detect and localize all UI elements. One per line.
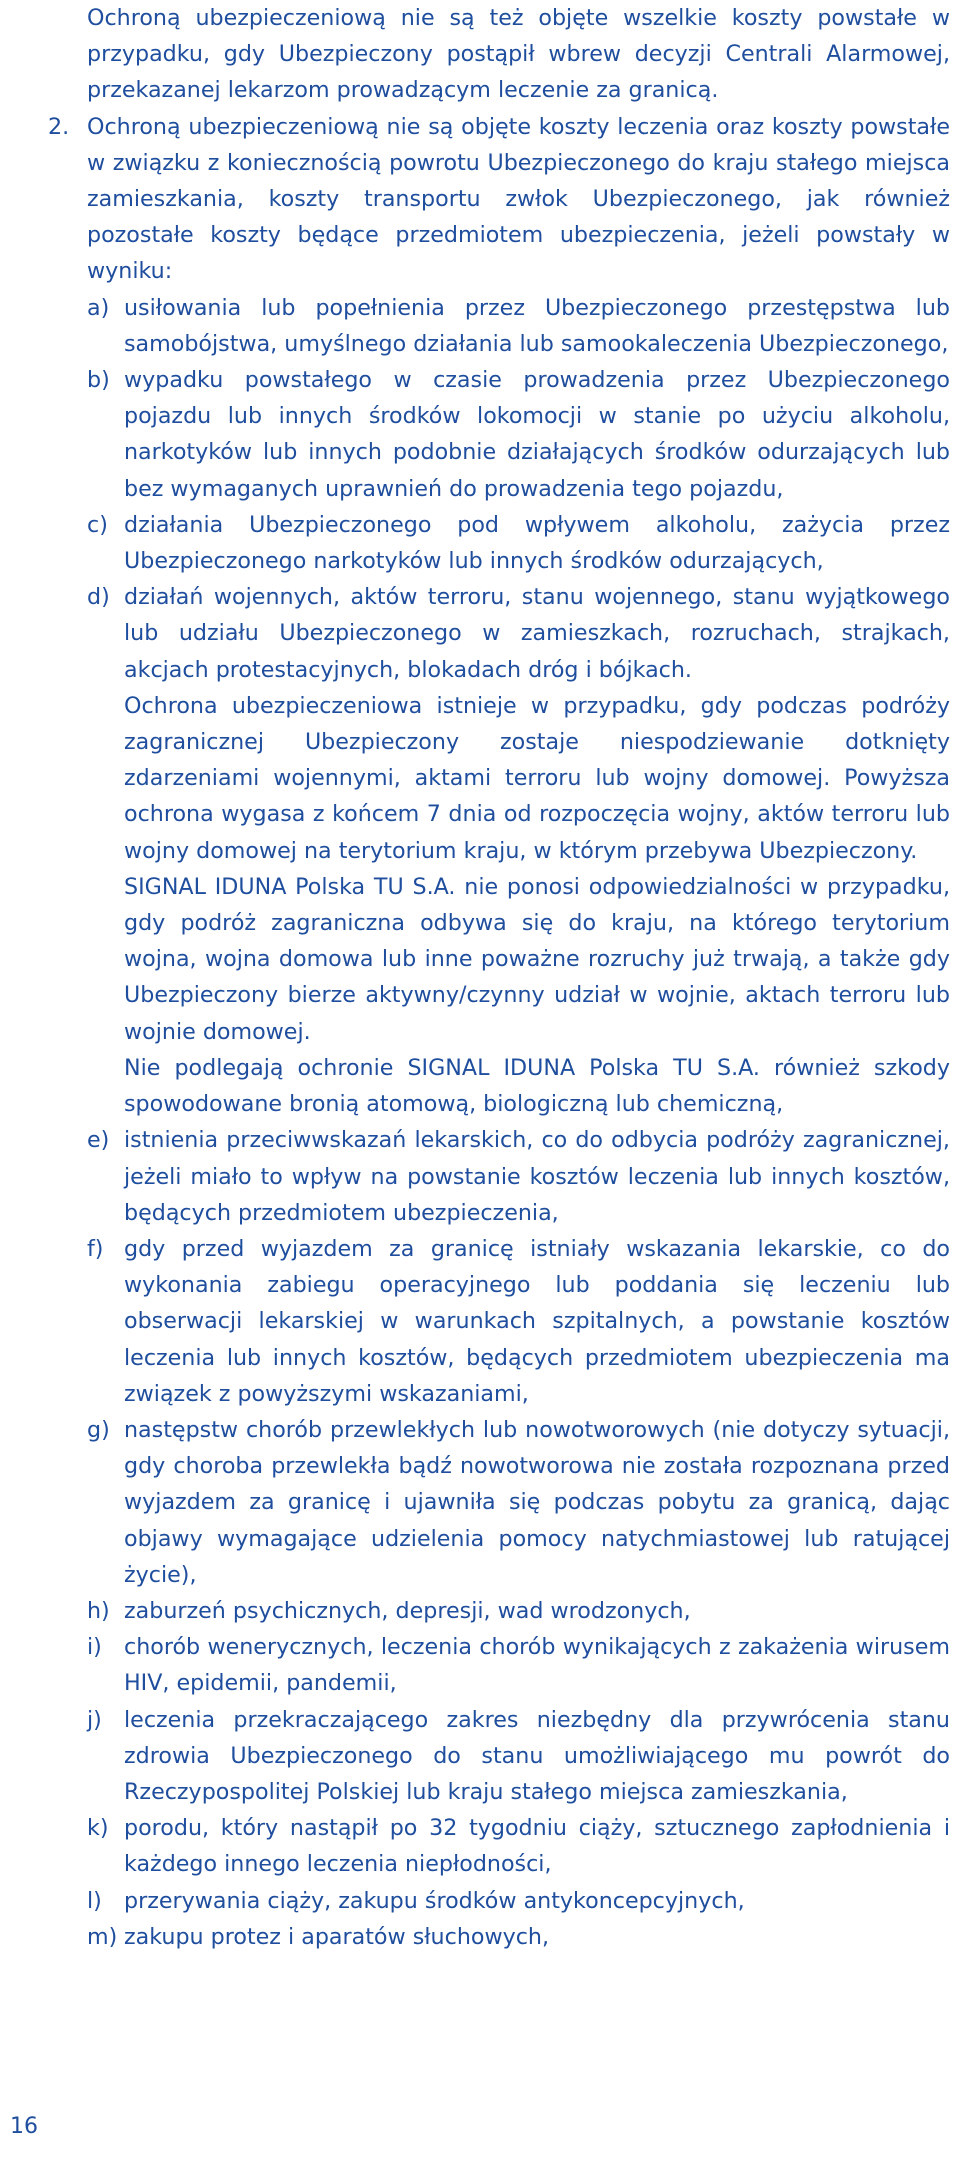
list-item-text: chorób wenerycznych, leczenia chorób wynikających z zakażenia wirusem HIV, epidemii, pandemii, [124,1634,950,1697]
list-item-a [87,290,950,362]
list-item-d [87,579,950,688]
list-item-letter: i) [87,1634,102,1661]
list-item-letter: f) [87,1235,104,1262]
list-item-letter: g) [87,1416,110,1443]
exclusion-list [87,290,950,688]
list-item-letter: a) [87,294,110,321]
list-item-text: istnienia przeciwwskazań lekarskich, co do odbycia podróży zagranicznej, jeżeli miało to wpływ na powstanie kosztów leczenia lub innych kosztów, będących przedmiotem ubezpieczenia, [124,1127,950,1226]
weapons-exclusion-paragraph: Nie podlegają ochronie SIGNAL IDUNA Polska TU S.A. również szkody spowodowane bronią atomową, biologiczną lub chemiczną, [124,1054,950,1118]
list-item-c [87,507,950,579]
list-item-letter: e) [87,1127,110,1154]
list-item-text: porodu, który nastąpił po 32 tygodniu ciąży, sztucznego zapłodnienia i każdego innego leczenia niepłodności, [124,1815,950,1878]
list-item-g [87,1412,950,1593]
list-item-letter: b) [87,367,110,394]
list-item-text: przerywania ciąży, zakupu środków antykoncepcyjnych, [124,1887,745,1914]
list-item-text: zaburzeń psychicznych, depresji, wad wrodzonych, [124,1597,691,1624]
exclusion-list-continued [87,1122,950,1955]
list-item-text: leczenia przekraczającego zakres niezbędny dla przywrócenia stanu zdrowia Ubezpieczonego do stanu umożliwiającego mu powrót do Rzeczypospolitej Polskiej lub kraju stałego miejsca zamieszkania, [124,1706,950,1805]
list-item-letter: j) [87,1706,102,1733]
list-item-text: następstw chorób przewlekłych lub nowotworowych (nie dotyczy sytuacji, gdy choroba przewlekła bądź nowotworowa nie została rozpoznana przed wyjazdem za granicę i ujawniła się podczas pobytu za granicą, dając objawy wymagające udzielenia pomocy natychmiastowej lub ratującej życie), [124,1416,950,1588]
liability-exclusion-paragraph: SIGNAL IDUNA Polska TU S.A. nie ponosi odpowiedzialności w przypadku, gdy podróż zagraniczna odbywa się do kraju, na którego terytorium wojna, wojna domowa lub inne poważne rozruchy już trwają, a także gdy Ubezpieczony bierze aktywny/czynny udział w wojnie, aktach terroru lub wojnie domowej. [124,873,950,1045]
list-item-letter: d) [87,584,110,611]
list-item-letter: h) [87,1597,110,1624]
list-item-text: usiłowania lub popełnienia przez Ubezpieczonego przestępstwa lub samobójstwa, umyślnego działania lub samookaleczenia Ubezpieczonego, [124,294,950,357]
list-item-text: zakupu protez i aparatów słuchowych, [124,1923,550,1950]
list-item-f [87,1231,950,1412]
list-item-i [87,1629,950,1701]
list-item-h [87,1593,950,1629]
list-item-text: gdy przed wyjazdem za granicę istniały wskazania lekarskie, co do wykonania zabiegu operacyjnego lub poddania się leczeniu lub obserwacji lekarskiej w warunkach szpitalnych, a powstanie kosztów leczenia lub innych kosztów, będących przedmiotem ubezpieczenia ma związek z powyższymi wskazaniami, [124,1235,950,1407]
list-item-b [87,362,950,507]
list-item-letter: l) [87,1887,102,1914]
section-2-text: Ochroną ubezpieczeniową nie są objęte koszty leczenia oraz koszty powstałe w związku z koniecznością powrotu Ubezpieczonego do kraju stałego miejsca zamieszkania, koszty transportu zwłok Ubezpieczonego, jak również pozostałe koszty będące przedmiotem ubezpieczenia, jeżeli powstały w wyniku: [87,113,950,285]
list-item-letter: m) [87,1923,118,1950]
list-item-j [87,1702,950,1811]
page-number: 16 [10,2114,38,2139]
list-item-m [87,1919,950,1955]
list-item-k [87,1810,950,1882]
intro-paragraph: Ochroną ubezpieczeniową nie są też objęte wszelkie koszty powstałe w przypadku, gdy Ubezpieczony postąpił wbrew decyzji Centrali Alarmowej, przekazanej lekarzom prowadzącym leczenie za granicą. [87,5,950,104]
section-2 [48,109,950,290]
list-item-text: działania Ubezpieczonego pod wpływem alkoholu, zażycia przez Ubezpieczonego narkotyków lub innych środków odurzających, [124,511,950,575]
list-item-letter: k) [87,1815,109,1842]
document-body [48,0,950,1955]
section-2-number: 2. [48,113,70,140]
list-item-l [87,1883,950,1919]
list-item-letter: c) [87,511,108,538]
list-item-e [87,1122,950,1231]
list-item-text: działań wojennych, aktów terroru, stanu wojennego, stanu wyjątkowego lub udziału Ubezpieczonego w zamieszkach, rozruchach, strajkach, akcjach protestacyjnych, blokadach dróg i bójkach. [124,584,950,683]
war-protection-paragraph: Ochrona ubezpieczeniowa istnieje w przypadku, gdy podczas podróży zagranicznej Ubezpieczony zostaje niespodziewanie dotknięty zdarzeniami wojennymi, aktami terroru lub wojny domowej. Powyższa ochrona wygasa z końcem 7 dnia od rozpoczęcia wojny, aktów terroru lub wojny domowej na terytorium kraju, w którym przebywa Ubezpieczony. [124,692,950,864]
list-item-text: wypadku powstałego w czasie prowadzenia przez Ubezpieczonego pojazdu lub innych środków lokomocji w stanie po użyciu alkoholu, narkotyków lub innych podobnie działających środków odurzających lub bez wymaganych uprawnień do prowadzenia tego pojazdu, [124,367,950,502]
